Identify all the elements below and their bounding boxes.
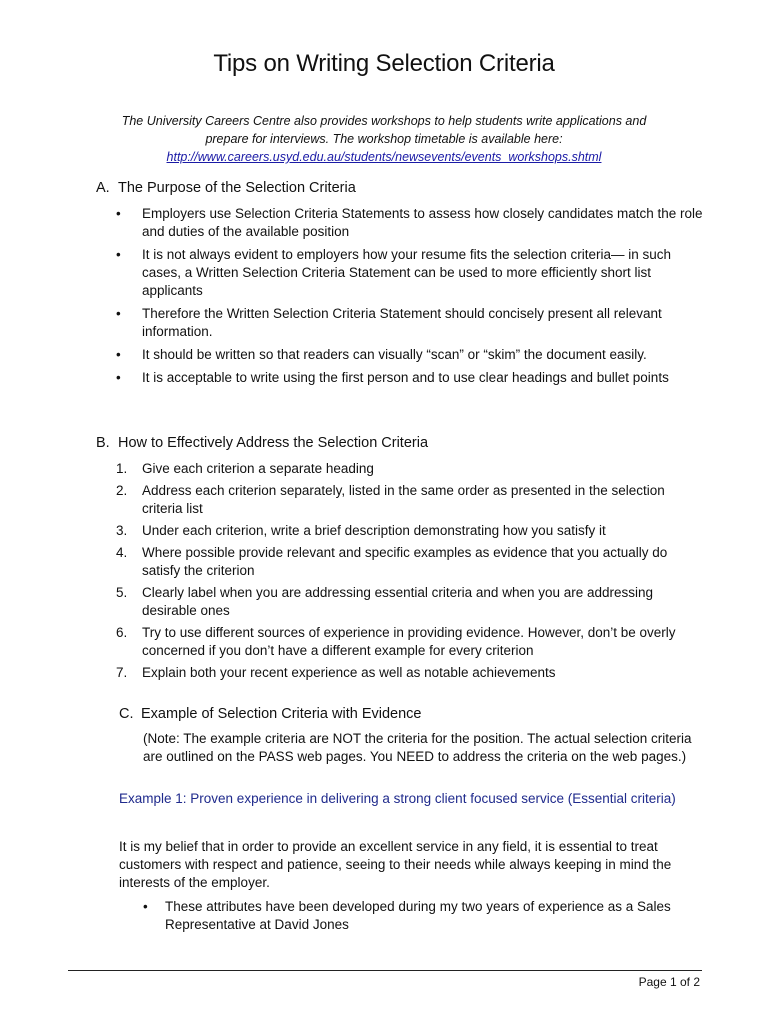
section-b-item-text: Clearly label when you are addressing essential criteria and when you are addressing desirable ones	[142, 585, 654, 618]
section-b-list-item	[96, 460, 706, 478]
list-number: 5.	[116, 585, 128, 600]
section-a-bullet-item	[96, 305, 706, 341]
section-a-heading	[96, 180, 356, 196]
example-1-bullet-item	[143, 898, 713, 934]
section-a-bullet-list	[96, 205, 706, 392]
section-a-bullet-text: Employers use Selection Criteria Statements to assess how closely candidates match the role and duties of the available position	[142, 206, 703, 239]
section-a-bullet-text: It is acceptable to write using the first person and to use clear headings and bullet points	[142, 370, 669, 385]
page-number: Page 1 of 2	[638, 975, 700, 989]
intro-line-1: The University Careers Centre also provides workshops to help students write applications and	[121, 114, 647, 128]
list-number: 3.	[116, 523, 128, 538]
section-a-bullet-text: It is not always evident to employers how your resume fits the selection criteria— in such cases, a Written Selection Criteria Statement can be used to more efficiently short list applicants	[142, 247, 671, 298]
bullet-icon: •	[116, 306, 121, 321]
footer-divider	[68, 970, 702, 971]
section-a-bullet-item	[96, 246, 706, 300]
bullet-icon: •	[143, 899, 148, 914]
section-b-item-text: Explain both your recent experience as well as notable achievements	[142, 665, 556, 680]
section-a-bullet-item	[96, 369, 706, 387]
example-1-bullet-list	[143, 898, 713, 934]
section-a-letter: A.	[96, 180, 110, 196]
section-b-title: How to Effectively Address the Selection Criteria	[118, 435, 429, 451]
list-number: 4.	[116, 545, 128, 560]
intro-line-2: prepare for interviews. The workshop timetable is available here:	[205, 132, 563, 146]
section-a-bullet-item	[96, 346, 706, 364]
section-a-title: The Purpose of the Selection Criteria	[118, 180, 356, 196]
section-b-item-text: Address each criterion separately, listed in the same order as presented in the selection criteria list	[142, 483, 665, 516]
section-a-bullet-text: Therefore the Written Selection Criteria Statement should concisely present all relevant information.	[142, 306, 662, 339]
list-number: 6.	[116, 625, 128, 640]
example-1-heading: Example 1: Proven experience in delivering a strong client focused service (Essential criteria)	[119, 791, 676, 806]
section-c-letter: C.	[119, 706, 134, 722]
section-b-list-item	[96, 544, 706, 580]
section-c-title: Example of Selection Criteria with Evidence	[141, 706, 422, 722]
section-b-item-text: Give each criterion a separate heading	[142, 461, 374, 476]
intro-paragraph	[80, 112, 688, 166]
section-b-list-item	[96, 664, 706, 682]
section-c-note: (Note: The example criteria are NOT the criteria for the position. The actual selection criteria are outlined on the PASS web pages. You NEED to address the criteria on the web pages.)	[143, 731, 692, 764]
list-number: 7.	[116, 665, 128, 680]
page-title: Tips on Writing Selection Criteria	[213, 50, 555, 77]
list-number: 2.	[116, 483, 128, 498]
workshops-link[interactable]: http://www.careers.usyd.edu.au/students/newsevents/events_workshops.shtml	[166, 150, 602, 164]
section-a-bullet-item	[96, 205, 706, 241]
section-b-list-item	[96, 522, 706, 540]
list-number: 1.	[116, 461, 128, 476]
section-b-item-text: Where possible provide relevant and specific examples as evidence that you actually do satisfy the criterion	[142, 545, 668, 578]
section-a-bullet-text: It should be written so that readers can visually “scan” or “skim” the document easily.	[142, 347, 647, 362]
section-b-letter: B.	[96, 435, 110, 451]
bullet-icon: •	[116, 370, 121, 385]
section-b-item-text: Under each criterion, write a brief description demonstrating how you satisfy it	[142, 523, 606, 538]
section-b-list-item	[96, 624, 706, 660]
example-1-bullet-text: These attributes have been developed during my two years of experience as a Sales Representative at David Jones	[165, 899, 671, 932]
section-b-item-text: Try to use different sources of experience in providing evidence. However, don’t be overly concerned if you don’t have a different example for every criterion	[142, 625, 676, 658]
section-c-heading	[119, 706, 421, 722]
section-b-list-item	[96, 482, 706, 518]
section-b-numbered-list	[96, 460, 706, 686]
section-b-list-item	[96, 584, 706, 620]
example-1-paragraph: It is my belief that in order to provide an excellent service in any field, it is essential to treat customers with respect and patience, seeing to their needs while always keeping in mind the interests of the employer.	[119, 839, 672, 890]
bullet-icon: •	[116, 347, 121, 362]
section-b-heading	[96, 435, 428, 451]
bullet-icon: •	[116, 206, 121, 221]
bullet-icon: •	[116, 247, 121, 262]
